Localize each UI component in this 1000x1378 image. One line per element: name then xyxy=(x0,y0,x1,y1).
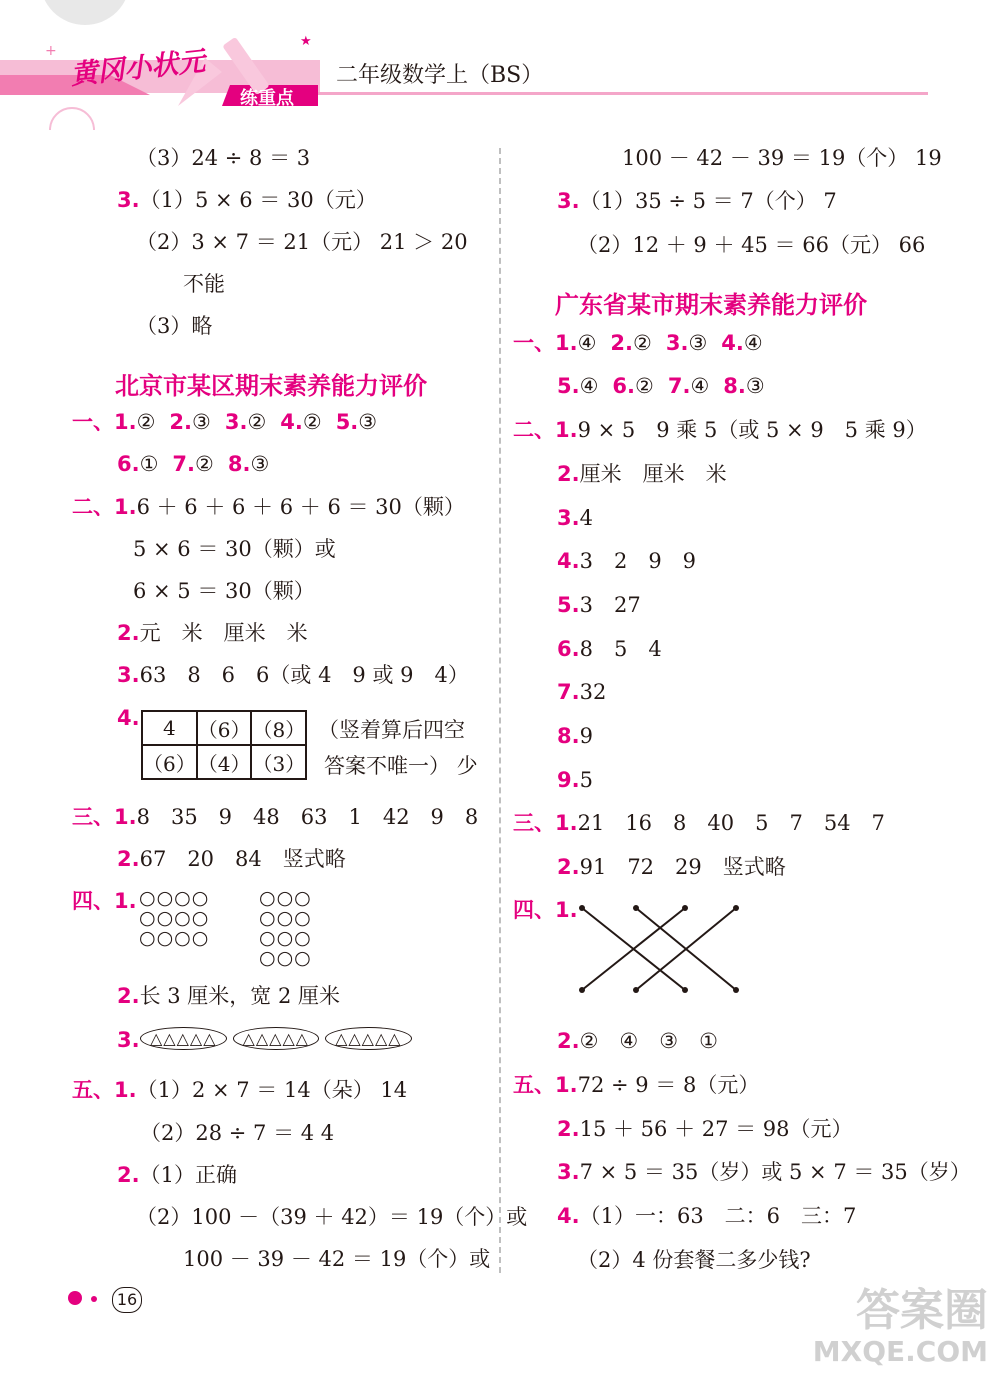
right-line: 五、1.72 ÷ 9 ＝ 8（元） xyxy=(513,1073,760,1097)
match-dot xyxy=(579,987,585,993)
question-number: 4. xyxy=(117,706,140,730)
circle-row: ○○○ xyxy=(259,927,312,949)
header-rule xyxy=(318,92,928,95)
right-line: 9.5 xyxy=(557,768,593,792)
right-line: 5.④ 6.② 7.④ 8.③ xyxy=(557,374,765,398)
match-dot xyxy=(633,987,639,993)
watermark xyxy=(813,1286,988,1368)
grid-note: 答案不唯一） 少 xyxy=(324,754,478,778)
left-line: 6.① 7.② 8.③ xyxy=(117,452,270,476)
watermark-logo: 答案圈 xyxy=(856,1285,988,1336)
left-line: 一、1.② 2.③ 3.② 4.② 5.③ xyxy=(72,410,378,434)
grid-cell: （8） xyxy=(251,711,306,745)
grid-cell: （3） xyxy=(251,745,306,779)
right-line: 6.8 5 4 xyxy=(557,637,662,661)
right-line: 2.厘米 厘米 米 xyxy=(557,462,727,486)
right-line: 2.② ④ ③ ① xyxy=(557,1029,718,1053)
match-dot xyxy=(733,905,739,911)
match-dot xyxy=(579,905,585,911)
triangle-group: △△△△△ xyxy=(325,1027,412,1050)
circle-array-left xyxy=(139,888,209,948)
right-line: 8.9 xyxy=(557,724,593,748)
circle-array-right xyxy=(259,888,312,968)
left-line: 三、1.8 35 9 48 63 1 42 9 8 xyxy=(72,805,479,829)
right-line: （2）4 份套餐二多少钱? xyxy=(577,1248,811,1272)
grid-note: （竖着算后四空 xyxy=(318,718,465,742)
column-divider xyxy=(499,148,501,1273)
answer-text: （1）5 × 6 ＝ 30（元） xyxy=(139,188,377,212)
decor-circle xyxy=(40,0,130,25)
circle-row: ○○○○ xyxy=(139,907,210,929)
page-number: 16 xyxy=(112,1287,142,1313)
section-title-guangdong: 广东省某市期末素养能力评价 xyxy=(555,291,867,319)
right-line: 2.91 72 29 竖式略 xyxy=(557,855,786,879)
right-line: 100 － 42 － 39 ＝ 19（个） 19 xyxy=(622,146,942,170)
protractor-icon xyxy=(50,108,94,130)
grid-cell: （6） xyxy=(197,711,252,745)
section-title-beijing: 北京市某区期末素养能力评价 xyxy=(115,372,427,400)
right-line: 7.32 xyxy=(557,680,607,704)
left-line: （2）28 ÷ 7 ＝ 4 4 xyxy=(140,1121,335,1145)
left-line: （2）3 × 7 ＝ 21（元） 21 ＞ 20 xyxy=(136,230,468,254)
left-line: 2.67 20 84 竖式略 xyxy=(117,847,346,871)
left-line: 二、1.6 ＋ 6 ＋ 6 ＋ 6 ＋ 6 ＝ 30（颗） xyxy=(72,495,465,519)
svg-text:★: ★ xyxy=(300,34,312,49)
question-number: 3. xyxy=(117,188,140,212)
left-line: 不能 xyxy=(183,272,225,296)
svg-text:+: + xyxy=(45,43,57,59)
matching-lines-diagram xyxy=(570,900,750,1000)
circle-row: ○○○○ xyxy=(139,927,210,949)
grid-cell: （4） xyxy=(197,745,252,779)
right-line: 3.4 xyxy=(557,506,593,530)
book-title: 二年级数学上（BS） xyxy=(336,63,544,88)
right-line: 二、1.9 × 5 9 乘 5（或 5 × 9 5 乘 9） xyxy=(513,418,927,442)
triangle-groups xyxy=(140,1027,418,1050)
table-row xyxy=(142,745,306,779)
circle-row: ○○○○ xyxy=(139,887,210,909)
grid-cell: （6） xyxy=(142,745,197,779)
match-dot xyxy=(733,987,739,993)
right-line: （2）12 ＋ 9 ＋ 45 ＝ 66（元） 66 xyxy=(577,233,926,257)
right-line: 三、1.21 16 8 40 5 7 54 7 xyxy=(513,811,885,835)
left-line: 3.63 8 6 6（或 4 9 或 9 4） xyxy=(117,663,469,687)
left-line: 2.（1）正确 xyxy=(117,1163,237,1187)
page-dot-small xyxy=(91,1296,97,1302)
right-line: 3.（1）35 ÷ 5 ＝ 7（个） 7 xyxy=(557,189,837,213)
left-line: 6 × 5 ＝ 30（颗） xyxy=(133,579,315,603)
brand-logo: 黄冈小状元 xyxy=(69,46,207,91)
table-row xyxy=(142,711,306,745)
match-dot xyxy=(682,987,688,993)
left-line: 四、1. xyxy=(72,889,137,913)
left-line: 2.元 米 厘米 米 xyxy=(117,621,308,645)
left-line: 2.长 3 厘米，宽 2 厘米 xyxy=(117,984,341,1008)
left-line: 5 × 6 ＝ 30（颗）或 xyxy=(133,537,336,561)
left-line: 五、1.（1）2 × 7 ＝ 14（朵） 14 xyxy=(72,1078,408,1102)
right-line: 4.3 2 9 9 xyxy=(557,549,697,573)
right-line: 四、1. xyxy=(513,898,578,922)
match-dot xyxy=(682,905,688,911)
circle-row: ○○○ xyxy=(259,907,312,929)
left-line xyxy=(117,187,377,213)
left-line: 100 － 39 － 42 ＝ 19（个）或 xyxy=(183,1247,491,1271)
right-line: 4.（1）一：63 二：6 三：7 xyxy=(557,1204,857,1228)
circle-row: ○○○ xyxy=(259,947,312,969)
circle-row: ○○○ xyxy=(259,887,312,909)
left-line: （3）略 xyxy=(136,314,213,338)
answer-grid xyxy=(141,710,307,780)
right-line: 5.3 27 xyxy=(557,593,641,617)
left-line: （2）100 －（39 ＋ 42）＝ 19（个）或 xyxy=(136,1205,528,1229)
watermark-url: MXQE.COM xyxy=(812,1335,988,1368)
right-line: 2.15 ＋ 56 ＋ 27 ＝ 98（元） xyxy=(557,1117,853,1141)
right-line: 一、1.④ 2.② 3.③ 4.④ xyxy=(513,331,763,355)
page-dot-large xyxy=(68,1291,82,1305)
left-line: （3）24 ÷ 8 ＝ 3 xyxy=(136,146,311,170)
match-dot xyxy=(633,905,639,911)
triangle-group: △△△△△ xyxy=(140,1027,227,1050)
triangle-group: △△△△△ xyxy=(233,1027,320,1050)
right-line: 3.7 × 5 ＝ 35（岁）或 5 × 7 ＝ 35（岁） xyxy=(557,1160,971,1184)
question-number: 3. xyxy=(117,1028,140,1052)
badge-label: 练重点 xyxy=(240,88,294,109)
grid-cell: 4 xyxy=(142,711,197,745)
